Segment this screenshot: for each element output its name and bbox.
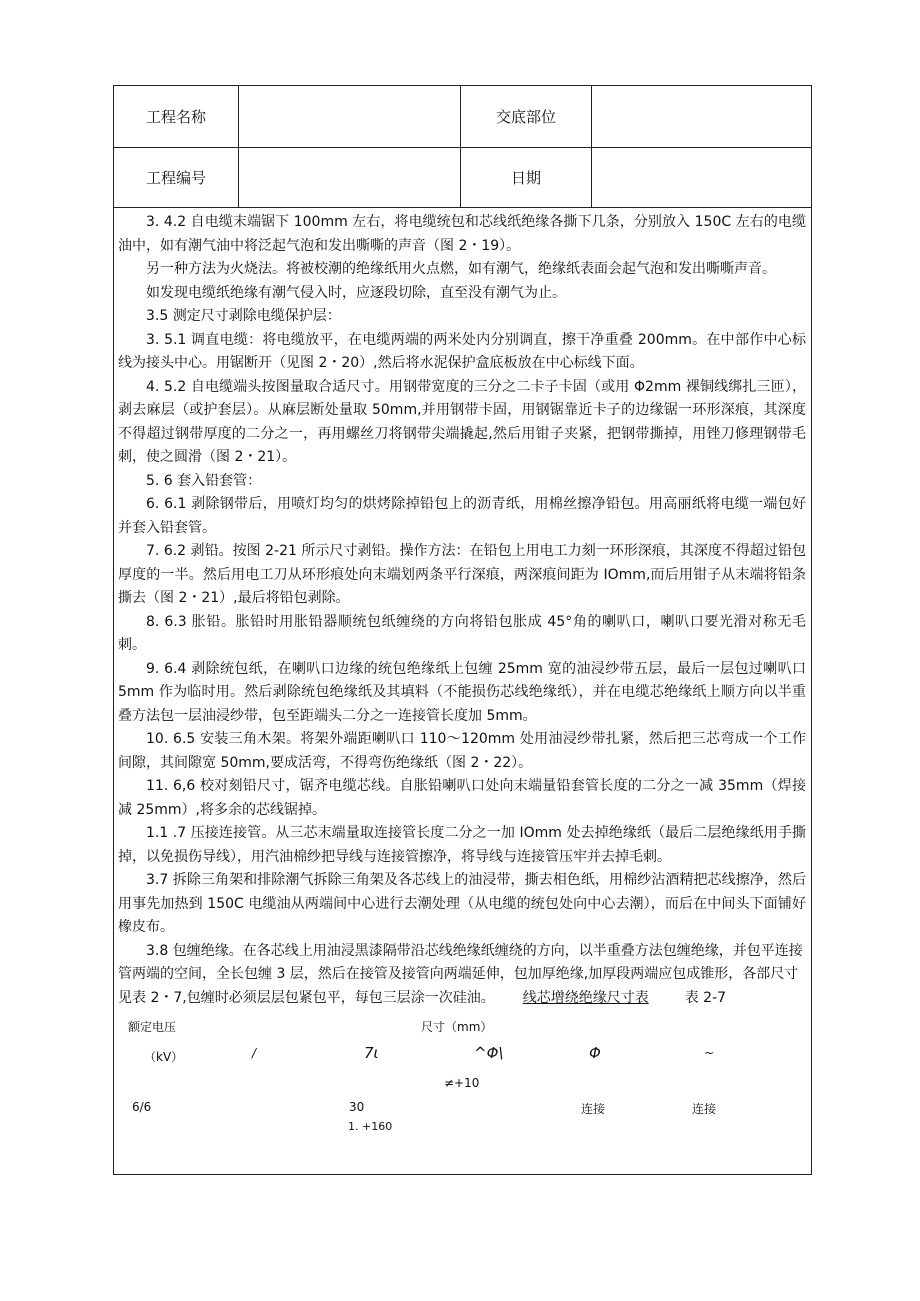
paragraph: 1.1 .7 压接连接管。从三芯末端量取连接管长度二分之一加 IOmm 处去掉绝缘纸（最后二层绝缘纸用手撕掉，以免损伤导线），用汽油棉纱把导线与连接管擦净，将导线与连接管压牢并去掉毛刺。	[118, 825, 806, 865]
note-top: ≠+10	[444, 1076, 480, 1090]
project-name-value	[239, 86, 461, 147]
project-name-label: 工程名称	[114, 86, 239, 147]
handover-form	[113, 85, 812, 1175]
paragraph: 3. 4.2 自电缆末端锯下 100mm 左右，将电缆统包和芯线纸绝缘各撕下几条，分别放入 150C 左右的电缆油中，如有潮气油中将泛起气泡和发出嘶嘶的声音（图 2・19）。	[118, 214, 806, 254]
table-caption: 表 2-7	[684, 989, 727, 1006]
header-row-2	[114, 147, 811, 208]
header-row-1	[114, 86, 811, 148]
col-a: /	[252, 1046, 257, 1060]
spec-table	[114, 1018, 811, 1178]
row-value: 30	[349, 1100, 365, 1114]
paragraph: 6. 6.1 剥除钢带后，用喷灯均匀的烘烤除掉铅包上的沥青纸，用棉丝擦净铅包。用高丽纸将电缆一端包好并套入铅套管。	[118, 496, 806, 536]
handover-part-label: 交底部位	[461, 86, 592, 147]
paragraph: 4. 5.2 自电缆端头按图量取合适尺寸。用钢带宽度的三分之二卡子卡固（或用 Φ2mm 裸铜线绑扎三匝），剥去麻层（或护套层）。从麻层断处量取 50mm,并用钢带卡固，用钢锯靠近卡子的边缘锯一环形深痕，其深度不得超过钢带厚度的二分之一，再用螺丝刀将钢带尖端撬起,然后用钳子夹紧，把钢带撕掉，用锉刀修理钢带毛刺，使之圆滑（图 2・21）。	[118, 378, 806, 465]
paragraph: 3.5 测定尺寸剥除电缆保护层：	[146, 308, 341, 324]
col-d: Φ	[589, 1044, 601, 1062]
row-voltage: 6/6	[132, 1100, 152, 1114]
paragraph: 10. 6.5 安装三角木架。将架外端距喇叭口 110～120mm 处用油浸纱带扎紧，然后把三芯弯成一个工作间隙，其间隙宽 50mm,要成活弯，不得弯伤绝缘纸（图 2・22）。	[118, 731, 806, 771]
handover-body	[118, 211, 806, 1010]
paragraph: 3. 5.1 调直电缆：将电缆放平，在电缆两端的两米处内分别调直，擦干净重叠 200mm。在中部作中心标线为接头中心。用锯断开（见图 2・20）,然后将水泥保护盒底板放在中心标线下面。	[118, 331, 806, 371]
project-no-value	[239, 147, 461, 207]
paragraph-text: 3.8 包缠绝缘。在各芯线上用油浸黑漆隔带沿芯线绝缘纸缠绕的方向，以半重叠方法包缠绝缘，并包平连接管两端的空间，全长包缠 3 层，然后在接管及接管向两端延伸，包加厚绝缘,加厚段两端应包成锥形，各部尺寸见表 2・7,包缠时必须层层包紧包平，每包三层涂一次硅油。	[118, 942, 803, 1006]
table-title-link: 线芯增绕绝缘尺寸表	[522, 989, 649, 1006]
note-bottom: 1. +160	[348, 1120, 393, 1133]
row-connect-1: 连接	[581, 1102, 606, 1116]
paragraph: 8. 6.3 胀铅。胀铅时用胀铅器顺统包纸缠绕的方向将铅包胀成 45°角的喇叭口，喇叭口要光滑对称无毛刺。	[118, 613, 806, 653]
paragraph: 3.7 拆除三角架和排除潮气拆除三角架及各芯线上的油浸带，撕去相色纸，用棉纱沾酒精把芯线擦净，然后用事先加热到 150C 电缆油从两端间中心进行去潮处理（从电缆的统包处向中心去潮），而后在中间头下面铺好橡皮布。	[118, 872, 806, 935]
row-connect-2: 连接	[692, 1102, 717, 1116]
col-e: ~	[704, 1046, 715, 1060]
paragraph: 5. 6 套入铅套管：	[146, 472, 262, 489]
handover-part-value	[592, 86, 811, 147]
unit-label: （kV）	[144, 1050, 184, 1064]
paragraph: 11. 6,6 校对刻铅尺寸，锯齐电缆芯线。自胀铅喇叭口处向末端量铅套管长度的二分之一减 35mm（焊接减 25mm）,将多余的芯线锯掉。	[118, 778, 806, 818]
paragraph: 另一种方法为火烧法。将被校潮的绝缘纸用火点燃，如有潮气，绝缘纸表面会起气泡和发出嘶嘶声音。	[146, 261, 776, 277]
paragraph: 如发现电缆纸绝缘有潮气侵入时，应逐段切除，直至没有潮气为止。	[146, 284, 566, 301]
date-value	[592, 147, 811, 207]
paragraph: 7. 6.2 剥铅。按图 2-21 所示尺寸剥铅。操作方法：在铅包上用电工力刻一环形深痕，其深度不得超过铅包厚度的一半。然后用电工刀从环形痕处向末端划两条平行深痕，两深痕间距为 IOmm,而后用钳子从末端将铅条撕去（图 2・21）,最后将铅包剥除。	[118, 543, 806, 606]
col-c: ^Φ\	[474, 1044, 504, 1062]
project-no-label: 工程编号	[114, 147, 239, 207]
date-label: 日期	[461, 147, 592, 207]
paragraph: 9. 6.4 剥除统包纸，在喇叭口边缘的统包绝缘纸上包缠 25mm 宽的油浸纱带五层，最后一层包过喇叭口 5mm 作为临时用。然后剥除统包绝缘纸及其填料（不能损伤芯线绝缘纸），并在电缆芯绝缘纸上顺方向以半重叠方法包一层油浸纱带，包至距端头二分之一连接管长度加 5mm。	[118, 660, 806, 724]
size-header: 尺寸（mm）	[421, 1020, 493, 1034]
voltage-header: 额定电压	[128, 1020, 177, 1034]
col-b: 7ι	[364, 1044, 379, 1062]
paragraph	[118, 940, 806, 1011]
